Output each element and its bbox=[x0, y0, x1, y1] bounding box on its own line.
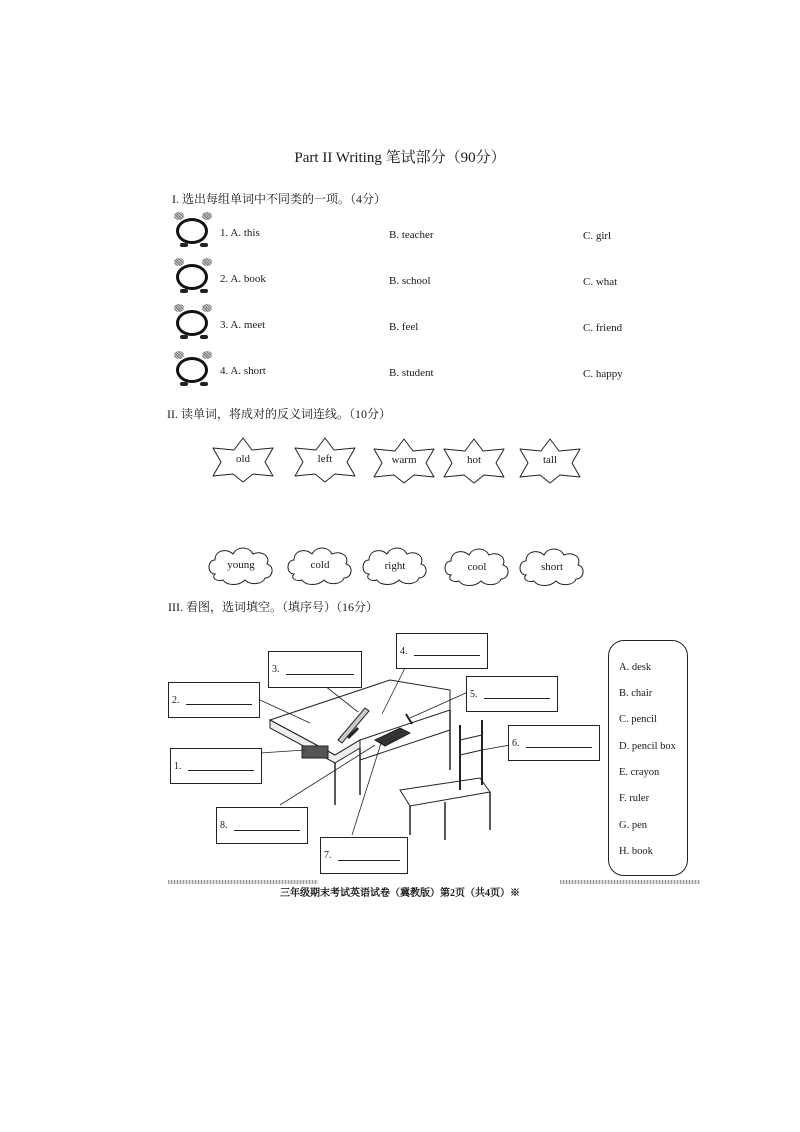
word-bottom-4[interactable]: cool bbox=[467, 561, 487, 573]
section-3-heading: III. 看图，选词填空。（填序号）（16分） bbox=[168, 600, 378, 614]
word-top-5[interactable]: tall bbox=[542, 454, 558, 466]
word-bottom-2[interactable]: cold bbox=[310, 559, 330, 571]
word-bank bbox=[608, 640, 688, 876]
blank-box-5[interactable] bbox=[466, 676, 558, 712]
blank-label-7: 7. bbox=[324, 850, 332, 861]
word-top-2[interactable]: left bbox=[317, 453, 333, 465]
word-bank-item: B. chair bbox=[619, 688, 653, 699]
word-bank-item: F. ruler bbox=[619, 793, 650, 804]
blank-box-6[interactable] bbox=[508, 725, 600, 761]
blank-box-8[interactable] bbox=[216, 807, 308, 844]
q2-option-a: 2. A. book bbox=[220, 273, 266, 285]
q4-option-a: 4. A. short bbox=[220, 365, 266, 377]
word-bank-item: A. desk bbox=[619, 662, 652, 673]
word-bank-item: D. pencil box bbox=[619, 741, 676, 752]
word-bank-item: G. pen bbox=[619, 820, 647, 831]
q4-option-b: B. student bbox=[389, 367, 434, 379]
blank-box-1[interactable] bbox=[170, 748, 262, 784]
word-top-4[interactable]: hot bbox=[466, 454, 482, 466]
blank-label-2: 2. bbox=[172, 694, 180, 706]
word-bottom-3[interactable]: right bbox=[384, 560, 406, 572]
word-bank-item: C. pencil bbox=[619, 714, 657, 725]
blank-label-3: 3. bbox=[272, 664, 280, 675]
blank-box-4[interactable] bbox=[396, 633, 488, 669]
blank-label-1: 1. bbox=[174, 760, 182, 772]
word-bank-item: E. crayon bbox=[619, 767, 660, 778]
q3-option-b: B. feel bbox=[389, 321, 419, 333]
q1-option-b: B. teacher bbox=[389, 229, 434, 241]
q1-option-a: 1. A. this bbox=[220, 227, 260, 239]
section-1-heading: I. 选出每组单词中不同类的一项。（4分） bbox=[172, 192, 386, 206]
section-2-heading: II. 读单词，将成对的反义词连线。（10分） bbox=[167, 407, 391, 421]
blank-label-5: 5. bbox=[470, 688, 478, 700]
blank-box-7[interactable] bbox=[320, 837, 408, 874]
q2-option-c: C. what bbox=[583, 276, 618, 288]
q4-option-c: C. happy bbox=[583, 368, 623, 380]
blank-label-8: 8. bbox=[220, 820, 228, 831]
blank-label-4: 4. bbox=[400, 645, 408, 657]
word-bottom-5[interactable]: short bbox=[541, 561, 563, 573]
blank-box-3[interactable] bbox=[268, 651, 362, 688]
word-top-1[interactable]: old bbox=[235, 453, 251, 465]
blank-label-6: 6. bbox=[512, 737, 520, 749]
q1-option-c: C. girl bbox=[583, 230, 612, 242]
page-title: Part II Writing 笔试部分（90分） bbox=[294, 150, 506, 166]
word-bottom-1[interactable]: young bbox=[227, 559, 255, 571]
q2-option-b: B. school bbox=[389, 275, 431, 287]
page-footer: 三年级期末考试英语试卷（冀教版）第2页（共4页）※ bbox=[280, 888, 520, 899]
word-top-3[interactable]: warm bbox=[391, 454, 417, 466]
q3-option-a: 3. A. meet bbox=[220, 319, 266, 331]
blank-box-2[interactable] bbox=[168, 682, 260, 718]
word-bank-item: H. book bbox=[619, 846, 653, 857]
q3-option-c: C. friend bbox=[583, 322, 623, 334]
